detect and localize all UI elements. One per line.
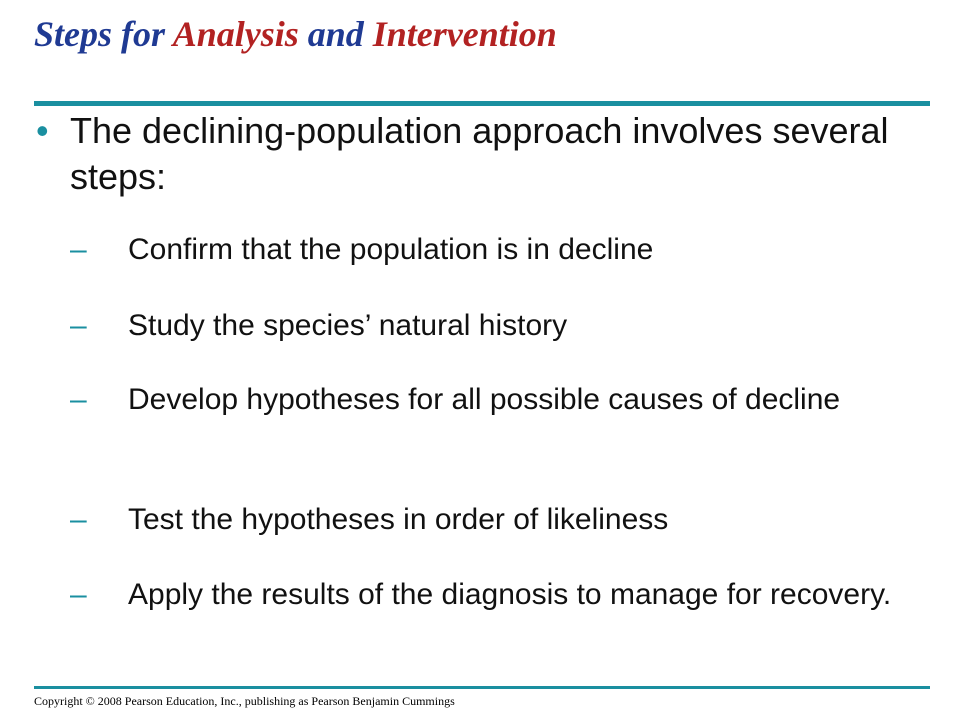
- title-part-intervention: Intervention: [372, 14, 557, 54]
- sub-item-develop-hypotheses: [70, 380, 918, 419]
- dash-icon: –: [70, 233, 87, 266]
- sub-item-natural-history: [70, 306, 918, 345]
- dash-icon: –: [70, 578, 87, 611]
- main-bullet: [36, 108, 910, 200]
- sub-item-text: Study the species’ natural history: [128, 309, 568, 342]
- footer-divider: [34, 686, 930, 689]
- sub-item-apply-results: [70, 575, 918, 614]
- sub-item-confirm-decline: [70, 230, 918, 269]
- dash-icon: –: [70, 309, 87, 342]
- sub-item-text: Develop hypotheses for all possible causes of decline: [128, 383, 841, 416]
- sub-item-test-hypotheses: [70, 500, 918, 539]
- sub-item-text: Test the hypotheses in order of likeliness: [128, 503, 669, 536]
- main-bullet-text: The declining-population approach involves several steps:: [70, 110, 889, 197]
- copyright-footer: Copyright © 2008 Pearson Education, Inc., publishing as Pearson Benjamin Cummings: [34, 694, 455, 708]
- title-part-analysis: Analysis: [172, 14, 299, 54]
- title-part-steps-for: Steps for: [34, 14, 173, 54]
- sub-item-text: Apply the results of the diagnosis to manage for recovery.: [128, 578, 892, 611]
- title-part-and: and: [298, 14, 373, 54]
- sub-item-text: Confirm that the population is in decline: [128, 233, 654, 266]
- dash-icon: –: [70, 503, 87, 536]
- title-divider: [34, 101, 930, 106]
- slide-title: [34, 10, 557, 58]
- bullet-dot-icon: •: [36, 110, 49, 151]
- dash-icon: –: [70, 383, 87, 416]
